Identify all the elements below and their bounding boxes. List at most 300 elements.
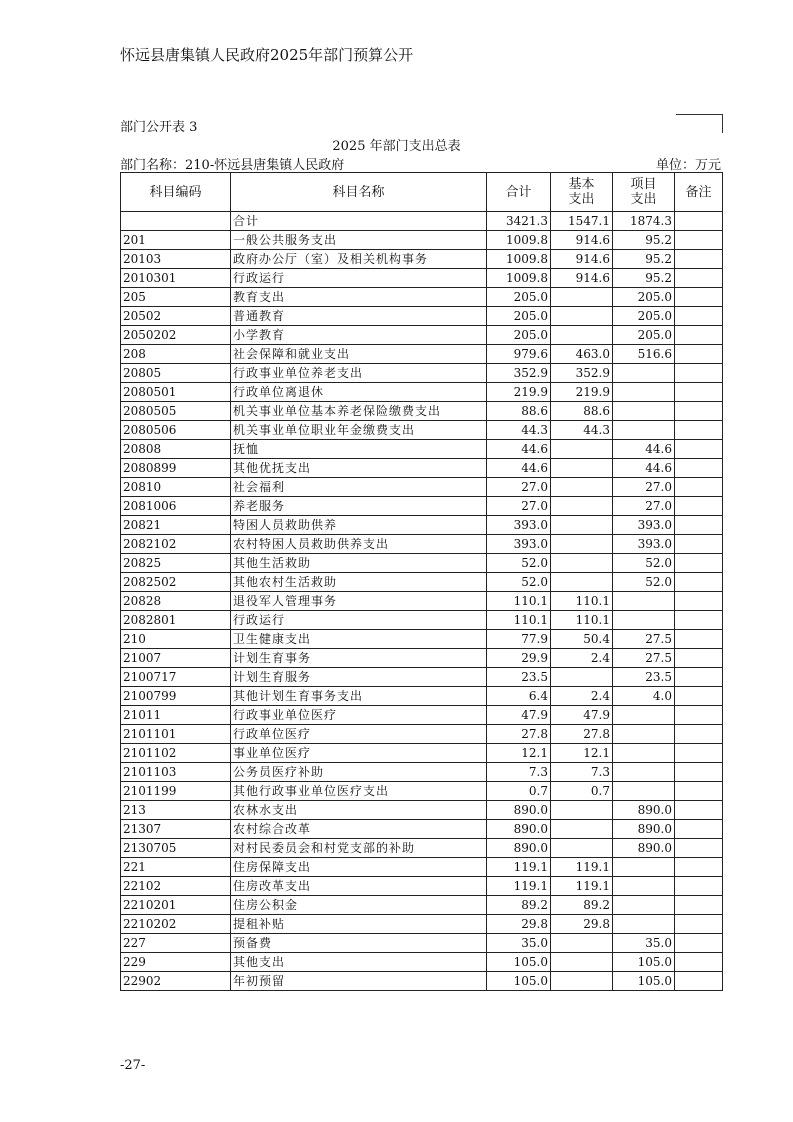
cell-project: 27.5 [613, 649, 675, 668]
table-row [121, 820, 723, 839]
table-row [121, 250, 723, 269]
cell-basic: 27.8 [551, 725, 613, 744]
cell-note [675, 269, 723, 288]
table-row [121, 725, 723, 744]
cell-name: 预备费 [231, 934, 487, 953]
cell-code: 2210201 [121, 896, 231, 915]
cell-note [675, 630, 723, 649]
cell-name: 对村民委员会和村党支部的补助 [231, 839, 487, 858]
cell-total: 219.9 [487, 383, 551, 402]
table-row [121, 687, 723, 706]
table-row [121, 573, 723, 592]
cell-basic: 110.1 [551, 592, 613, 611]
table-row [121, 801, 723, 820]
cell-code: 213 [121, 801, 231, 820]
cell-basic [551, 535, 613, 554]
cell-code: 2080501 [121, 383, 231, 402]
cell-basic [551, 934, 613, 953]
cell-total: 44.6 [487, 440, 551, 459]
cell-code: 20821 [121, 516, 231, 535]
cell-total: 119.1 [487, 877, 551, 896]
cell-code: 20103 [121, 250, 231, 269]
cell-code: 2101199 [121, 782, 231, 801]
cell-project: 205.0 [613, 307, 675, 326]
cell-total: 205.0 [487, 288, 551, 307]
cell-code: 20828 [121, 592, 231, 611]
table-row [121, 668, 723, 687]
table-row [121, 307, 723, 326]
cell-project: 35.0 [613, 934, 675, 953]
cell-basic: 110.1 [551, 611, 613, 630]
cell-code: 2101103 [121, 763, 231, 782]
cell-basic [551, 459, 613, 478]
cell-project [613, 896, 675, 915]
cell-basic: 29.8 [551, 915, 613, 934]
cell-name: 其他支出 [231, 953, 487, 972]
cell-code: 20805 [121, 364, 231, 383]
cell-total: 23.5 [487, 668, 551, 687]
cell-code: 201 [121, 231, 231, 250]
corner-mark [676, 114, 723, 133]
table-row [121, 839, 723, 858]
cell-note [675, 706, 723, 725]
cell-name: 教育支出 [231, 288, 487, 307]
cell-note [675, 725, 723, 744]
cell-name: 卫生健康支出 [231, 630, 487, 649]
cell-note [675, 307, 723, 326]
cell-basic [551, 497, 613, 516]
cell-note [675, 326, 723, 345]
cell-code: 20810 [121, 478, 231, 497]
cell-note [675, 782, 723, 801]
cell-basic [551, 668, 613, 687]
cell-code: 208 [121, 345, 231, 364]
column-header-basic: 基本 支出 [551, 173, 613, 212]
cell-name: 特困人员救助供养 [231, 516, 487, 535]
cell-project: 27.5 [613, 630, 675, 649]
cell-total: 105.0 [487, 953, 551, 972]
cell-code: 21011 [121, 706, 231, 725]
cell-total: 1009.8 [487, 250, 551, 269]
cell-total: 110.1 [487, 611, 551, 630]
cell-name: 机关事业单位基本养老保险缴费支出 [231, 402, 487, 421]
unit-label: 单位：万元 [655, 158, 721, 173]
cell-code: 210 [121, 630, 231, 649]
cell-name: 养老服务 [231, 497, 487, 516]
cell-name: 机关事业单位职业年金缴费支出 [231, 421, 487, 440]
cell-total: 205.0 [487, 307, 551, 326]
cell-total: 27.8 [487, 725, 551, 744]
cell-basic: 47.9 [551, 706, 613, 725]
cell-name: 农村综合改革 [231, 820, 487, 839]
cell-total: 27.0 [487, 497, 551, 516]
table-row [121, 972, 723, 991]
cell-total: 890.0 [487, 839, 551, 858]
cell-code: 2100717 [121, 668, 231, 687]
cell-total: 393.0 [487, 516, 551, 535]
cell-basic: 7.3 [551, 763, 613, 782]
cell-total: 47.9 [487, 706, 551, 725]
cell-note [675, 364, 723, 383]
table-row [121, 535, 723, 554]
cell-name: 其他行政事业单位医疗支出 [231, 782, 487, 801]
cell-code: 205 [121, 288, 231, 307]
cell-code: 22902 [121, 972, 231, 991]
cell-name: 小学教育 [231, 326, 487, 345]
cell-note [675, 440, 723, 459]
cell-project: 205.0 [613, 288, 675, 307]
cell-code: 2010301 [121, 269, 231, 288]
cell-note [675, 801, 723, 820]
cell-basic: 219.9 [551, 383, 613, 402]
table-row [121, 326, 723, 345]
cell-project [613, 592, 675, 611]
cell-name: 社会福利 [231, 478, 487, 497]
cell-total: 119.1 [487, 858, 551, 877]
cell-total: 35.0 [487, 934, 551, 953]
cell-basic: 50.4 [551, 630, 613, 649]
table-row [121, 383, 723, 402]
cell-note [675, 858, 723, 877]
cell-name: 住房保障支出 [231, 858, 487, 877]
cell-basic [551, 478, 613, 497]
table-row [121, 915, 723, 934]
cell-note [675, 972, 723, 991]
cell-code: 2101101 [121, 725, 231, 744]
cell-note [675, 231, 723, 250]
cell-name: 社会保障和就业支出 [231, 345, 487, 364]
page-number: -27- [120, 1058, 146, 1073]
cell-basic: 1547.1 [551, 212, 613, 231]
cell-name: 行政事业单位医疗 [231, 706, 487, 725]
cell-code: 2081006 [121, 497, 231, 516]
cell-total: 77.9 [487, 630, 551, 649]
cell-project: 1874.3 [613, 212, 675, 231]
cell-total: 110.1 [487, 592, 551, 611]
cell-note [675, 763, 723, 782]
document-title: 2025 年部门支出总表 [332, 139, 461, 154]
cell-name: 普通教育 [231, 307, 487, 326]
cell-name: 行政事业单位养老支出 [231, 364, 487, 383]
column-header-total: 合计 [487, 173, 551, 212]
cell-name: 其他生活救助 [231, 554, 487, 573]
cell-note [675, 915, 723, 934]
cell-basic [551, 326, 613, 345]
cell-name: 其他农村生活救助 [231, 573, 487, 592]
cell-code: 20808 [121, 440, 231, 459]
table-row [121, 345, 723, 364]
cell-name: 其他计划生育事务支出 [231, 687, 487, 706]
cell-project [613, 782, 675, 801]
cell-basic [551, 288, 613, 307]
cell-code: 2080506 [121, 421, 231, 440]
cell-basic: 0.7 [551, 782, 613, 801]
table-row [121, 364, 723, 383]
cell-basic: 914.6 [551, 269, 613, 288]
cell-note [675, 402, 723, 421]
table-row [121, 744, 723, 763]
cell-project [613, 383, 675, 402]
cell-name: 一般公共服务支出 [231, 231, 487, 250]
cell-code: 2082102 [121, 535, 231, 554]
cell-code: 221 [121, 858, 231, 877]
cell-basic: 119.1 [551, 858, 613, 877]
cell-total: 52.0 [487, 554, 551, 573]
cell-project: 95.2 [613, 250, 675, 269]
table-row [121, 953, 723, 972]
cell-name: 住房改革支出 [231, 877, 487, 896]
cell-code: 22102 [121, 877, 231, 896]
cell-basic: 89.2 [551, 896, 613, 915]
cell-project [613, 763, 675, 782]
cell-project: 890.0 [613, 801, 675, 820]
table-row [121, 269, 723, 288]
cell-note [675, 839, 723, 858]
cell-total: 29.8 [487, 915, 551, 934]
cell-project: 27.0 [613, 497, 675, 516]
cell-name: 行政运行 [231, 611, 487, 630]
table-row [121, 459, 723, 478]
cell-name: 提租补贴 [231, 915, 487, 934]
cell-basic [551, 307, 613, 326]
cell-note [675, 478, 723, 497]
table-row [121, 649, 723, 668]
cell-note [675, 687, 723, 706]
cell-note [675, 421, 723, 440]
cell-total: 7.3 [487, 763, 551, 782]
cell-code: 20502 [121, 307, 231, 326]
table-row [121, 402, 723, 421]
department-name: 部门名称：210-怀远县唐集镇人民政府 [120, 158, 345, 173]
cell-note [675, 649, 723, 668]
cell-basic [551, 820, 613, 839]
cell-total: 29.9 [487, 649, 551, 668]
cell-name: 农林水支出 [231, 801, 487, 820]
cell-name: 政府办公厅（室）及相关机构事务 [231, 250, 487, 269]
cell-basic [551, 554, 613, 573]
cell-name: 住房公积金 [231, 896, 487, 915]
table-row [121, 231, 723, 250]
cell-name: 公务员医疗补助 [231, 763, 487, 782]
cell-name: 行政单位离退休 [231, 383, 487, 402]
cell-basic [551, 839, 613, 858]
table-row [121, 288, 723, 307]
cell-total: 393.0 [487, 535, 551, 554]
cell-total: 12.1 [487, 744, 551, 763]
cell-name: 退役军人管理事务 [231, 592, 487, 611]
cell-note [675, 497, 723, 516]
cell-name: 农村特困人员救助供养支出 [231, 535, 487, 554]
cell-code: 2082801 [121, 611, 231, 630]
cell-code: 21307 [121, 820, 231, 839]
cell-name: 行政运行 [231, 269, 487, 288]
cell-total: 979.6 [487, 345, 551, 364]
cell-note [675, 212, 723, 231]
cell-code: 2210202 [121, 915, 231, 934]
table-row [121, 554, 723, 573]
header-title: 怀远县唐集镇人民政府2025年部门预算公开 [120, 46, 414, 64]
cell-project: 27.0 [613, 478, 675, 497]
cell-project: 516.6 [613, 345, 675, 364]
cell-note [675, 934, 723, 953]
cell-note [675, 554, 723, 573]
cell-basic [551, 516, 613, 535]
cell-code: 2082502 [121, 573, 231, 592]
cell-project: 205.0 [613, 326, 675, 345]
cell-note [675, 896, 723, 915]
table-row [121, 782, 723, 801]
table-row [121, 592, 723, 611]
cell-code: 2130705 [121, 839, 231, 858]
cell-code: 2050202 [121, 326, 231, 345]
cell-name: 计划生育服务 [231, 668, 487, 687]
cell-project: 52.0 [613, 573, 675, 592]
table-row [121, 877, 723, 896]
cell-note [675, 535, 723, 554]
cell-basic: 2.4 [551, 649, 613, 668]
table-row [121, 212, 723, 231]
cell-basic: 2.4 [551, 687, 613, 706]
cell-name: 行政单位医疗 [231, 725, 487, 744]
cell-basic [551, 972, 613, 991]
cell-total: 1009.8 [487, 269, 551, 288]
column-header-name: 科目名称 [231, 173, 487, 212]
column-header-code: 科目编码 [121, 173, 231, 212]
cell-basic: 119.1 [551, 877, 613, 896]
table-header-row [121, 173, 723, 212]
table-body [121, 212, 723, 991]
cell-basic: 352.9 [551, 364, 613, 383]
cell-project [613, 744, 675, 763]
cell-basic: 88.6 [551, 402, 613, 421]
cell-project: 105.0 [613, 972, 675, 991]
cell-total: 6.4 [487, 687, 551, 706]
cell-basic: 12.1 [551, 744, 613, 763]
cell-project: 4.0 [613, 687, 675, 706]
cell-note [675, 877, 723, 896]
cell-code: 2100799 [121, 687, 231, 706]
table-row [121, 896, 723, 915]
cell-project [613, 402, 675, 421]
table-row [121, 858, 723, 877]
cell-note [675, 668, 723, 687]
cell-project: 44.6 [613, 440, 675, 459]
table-row [121, 934, 723, 953]
cell-project [613, 877, 675, 896]
cell-note [675, 516, 723, 535]
cell-basic: 463.0 [551, 345, 613, 364]
cell-basic: 44.3 [551, 421, 613, 440]
cell-note [675, 953, 723, 972]
cell-total: 52.0 [487, 573, 551, 592]
cell-project [613, 915, 675, 934]
cell-total: 1009.8 [487, 231, 551, 250]
cell-note [675, 345, 723, 364]
cell-basic: 914.6 [551, 250, 613, 269]
cell-code: 20825 [121, 554, 231, 573]
cell-basic [551, 440, 613, 459]
cell-basic [551, 573, 613, 592]
table-row [121, 421, 723, 440]
column-header-project: 项目 支出 [613, 173, 675, 212]
cell-total: 88.6 [487, 402, 551, 421]
cell-note [675, 288, 723, 307]
cell-project: 95.2 [613, 231, 675, 250]
cell-name: 计划生育事务 [231, 649, 487, 668]
form-label: 部门公开表 3 [120, 120, 198, 135]
table-row [121, 706, 723, 725]
cell-project: 95.2 [613, 269, 675, 288]
cell-project [613, 706, 675, 725]
cell-project: 393.0 [613, 535, 675, 554]
cell-project [613, 364, 675, 383]
cell-total: 105.0 [487, 972, 551, 991]
cell-basic: 914.6 [551, 231, 613, 250]
cell-note [675, 459, 723, 478]
cell-total: 27.0 [487, 478, 551, 497]
cell-project: 393.0 [613, 516, 675, 535]
cell-note [675, 820, 723, 839]
cell-total: 890.0 [487, 801, 551, 820]
cell-project: 52.0 [613, 554, 675, 573]
expenditure-table [120, 172, 723, 991]
table-row [121, 763, 723, 782]
table-row [121, 440, 723, 459]
cell-basic [551, 953, 613, 972]
cell-total: 44.3 [487, 421, 551, 440]
cell-project: 105.0 [613, 953, 675, 972]
cell-note [675, 383, 723, 402]
cell-total: 352.9 [487, 364, 551, 383]
cell-code: 2080899 [121, 459, 231, 478]
cell-total: 0.7 [487, 782, 551, 801]
cell-code: 229 [121, 953, 231, 972]
cell-total: 44.6 [487, 459, 551, 478]
table-row [121, 516, 723, 535]
cell-code: 21007 [121, 649, 231, 668]
cell-project [613, 725, 675, 744]
cell-total: 890.0 [487, 820, 551, 839]
cell-code: 2101102 [121, 744, 231, 763]
cell-note [675, 250, 723, 269]
cell-project: 44.6 [613, 459, 675, 478]
cell-project: 890.0 [613, 839, 675, 858]
cell-code: 2080505 [121, 402, 231, 421]
table-row [121, 478, 723, 497]
cell-project: 23.5 [613, 668, 675, 687]
cell-code: 227 [121, 934, 231, 953]
cell-note [675, 611, 723, 630]
cell-name: 其他优抚支出 [231, 459, 487, 478]
cell-code [121, 212, 231, 231]
cell-name: 年初预留 [231, 972, 487, 991]
cell-name: 合计 [231, 212, 487, 231]
cell-project: 890.0 [613, 820, 675, 839]
table-row [121, 497, 723, 516]
cell-basic [551, 801, 613, 820]
table-row [121, 611, 723, 630]
cell-name: 抚恤 [231, 440, 487, 459]
cell-total: 89.2 [487, 896, 551, 915]
column-header-note: 备注 [675, 173, 723, 212]
cell-total: 3421.3 [487, 212, 551, 231]
cell-note [675, 573, 723, 592]
cell-note [675, 744, 723, 763]
cell-total: 205.0 [487, 326, 551, 345]
cell-project [613, 611, 675, 630]
table-row [121, 630, 723, 649]
cell-project [613, 858, 675, 877]
